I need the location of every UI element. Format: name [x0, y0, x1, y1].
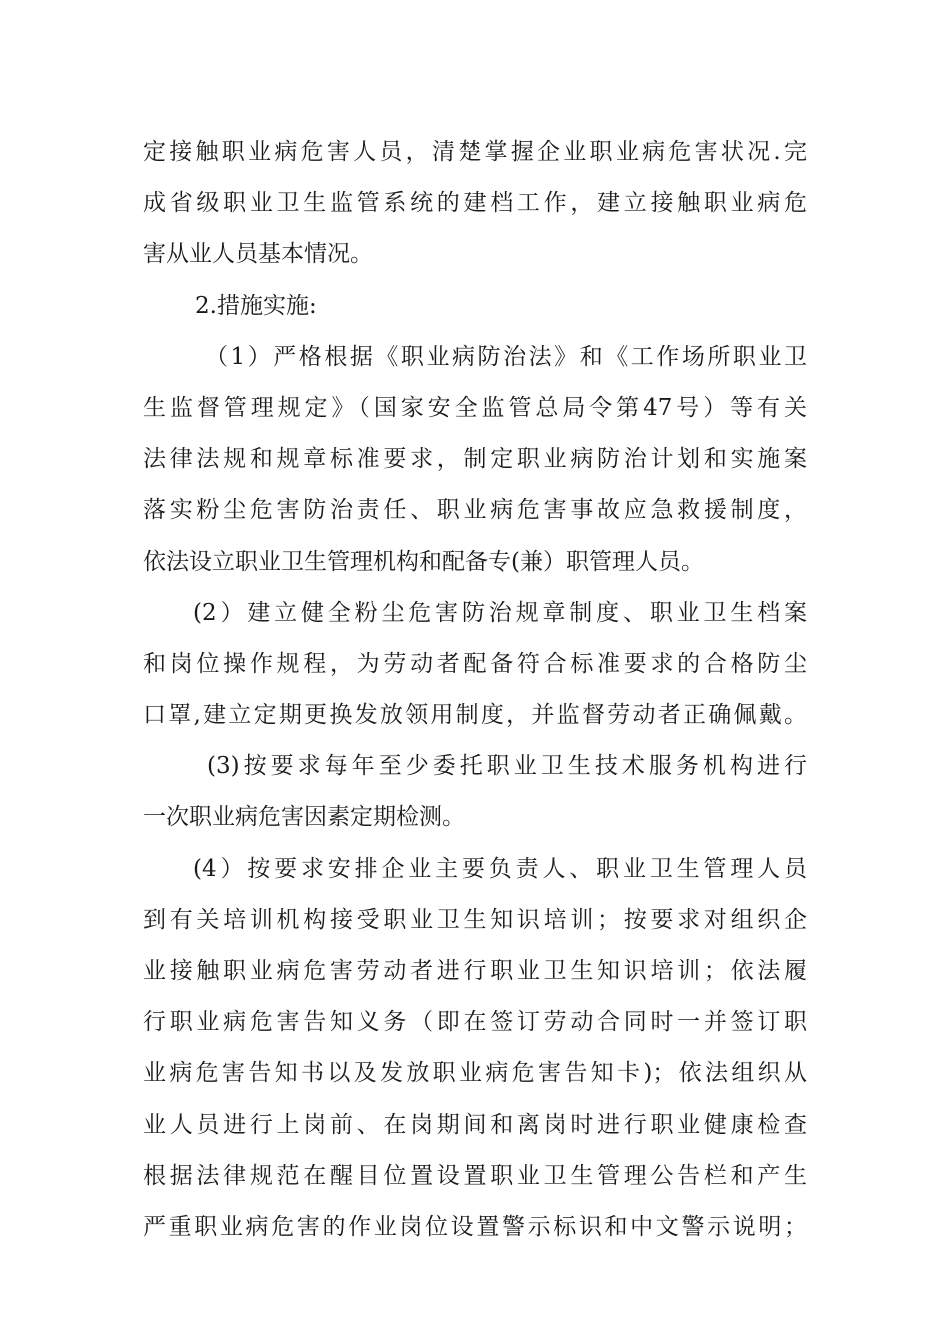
text-line: 业人员进行上岗前、在岗期间和离岗时进行职业健康检查 — [143, 1111, 807, 1138]
text-line: (3)按要求每年至少委托职业卫生技术服务机构进行 — [207, 753, 807, 780]
text-line: 定接触职业病危害人员，清楚掌握企业职业病危害状况.完 — [143, 139, 807, 165]
text-line: (4）按要求安排企业主要负责人、职业卫生管理人员 — [193, 855, 807, 882]
section-heading: 2.措施实施: — [195, 292, 317, 319]
text-line: 根据法律规范在醒目位置设置职业卫生管理公告栏和产生 — [143, 1162, 807, 1189]
text-line: 法律法规和规章标准要求，制定职业病防治计划和实施案 — [143, 446, 807, 473]
text-line: 落实粉尘危害防治责任、职业病危害事故应急救援制度， — [143, 497, 807, 524]
text-line: 和岗位操作规程，为劳动者配备符合标准要求的合格防尘 — [143, 650, 807, 677]
text-line: （1）严格根据《职业病防治法》和《工作场所职业卫 — [205, 343, 807, 370]
text-line: 口罩,建立定期更换发放领用制度，并监督劳动者正确佩戴。 — [143, 702, 807, 729]
text-line: 生监督管理规定》（国家安全监管总局令第47号）等有关 — [143, 394, 807, 421]
text-line: 业病危害告知书以及发放职业病危害告知卡)；依法组织从 — [143, 1060, 807, 1087]
text-line: 行职业病危害告知义务（即在签订劳动合同时一并签订职 — [143, 1009, 807, 1036]
text-line: 依法设立职业卫生管理机构和配备专(兼）职管理人员。 — [143, 548, 704, 575]
text-line: 一次职业病危害因素定期检测。 — [143, 804, 465, 831]
text-line: 严重职业病危害的作业岗位设置警示标识和中文警示说明； — [143, 1213, 807, 1240]
text-line: 到有关培训机构接受职业卫生知识培训；按要求对组织企 — [143, 906, 807, 933]
document-body — [143, 127, 807, 1253]
text-line: 成省级职业卫生监管系统的建档工作，建立接触职业病危 — [143, 190, 807, 217]
text-line: 业接触职业病危害劳动者进行职业卫生知识培训；依法履 — [143, 958, 807, 984]
text-line: 害从业人员基本情况。 — [143, 241, 373, 268]
text-line: (2）建立健全粉尘危害防治规章制度、职业卫生档案 — [193, 599, 807, 626]
